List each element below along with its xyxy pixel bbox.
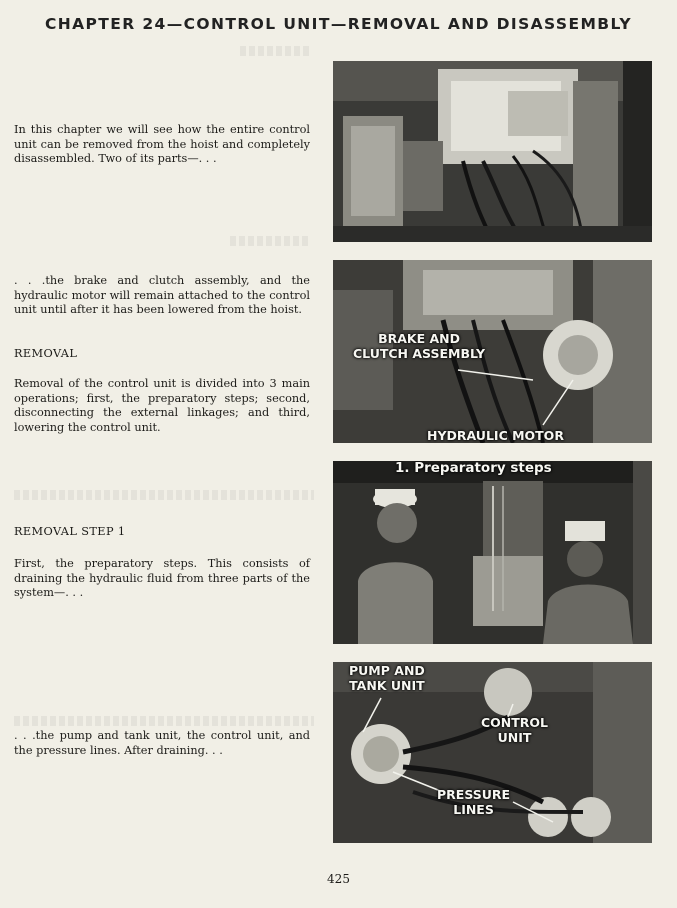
page-title: CHAPTER 24—CONTROL UNIT—REMOVAL AND DISASSEMBLY	[44, 15, 633, 33]
label-brake-clutch-assembly: BRAKE AND CLUTCH ASSEMBLY	[353, 331, 486, 361]
photo-control-unit-image	[333, 61, 652, 242]
photo-draining-parts	[333, 662, 652, 843]
intro-paragraph: In this chapter we will see how the entire control unit can be removed from the hoist and completely disassembled. Two of its parts—. . .	[14, 123, 310, 166]
page-number: 425	[327, 872, 350, 886]
step1-paragraph: First, the preparatory steps. This consists of draining the hydraulic fluid from three parts of the system—. . .	[14, 557, 310, 600]
removal-step1-heading: REMOVAL STEP 1	[14, 525, 126, 538]
photo-control-unit	[333, 61, 652, 242]
photo-preparatory-steps	[333, 461, 652, 644]
removal-heading: REMOVAL	[14, 347, 78, 360]
label-hydraulic-motor: HYDRAULIC MOTOR	[427, 428, 564, 443]
photo-preparatory-steps-image	[333, 461, 652, 644]
label-pressure-lines: PRESSURE LINES	[437, 787, 511, 817]
label-control-unit: CONTROL UNIT	[481, 715, 549, 745]
removal-paragraph: Removal of the control unit is divided into 3 main operations; first, the preparatory steps; second, disconnecting the external linkages; and third, lowering the control unit.	[14, 377, 310, 434]
bleed-through-mark	[230, 236, 310, 246]
brake-clutch-paragraph: . . .the brake and clutch assembly, and the hydraulic motor will remain attached to the control unit until after it has been lowered from the hoist.	[14, 274, 310, 317]
bleed-through-mark	[14, 716, 314, 726]
photo-brake-clutch	[333, 260, 652, 443]
label-pump-and-tank-unit: PUMP AND TANK UNIT	[349, 663, 425, 693]
pump-tank-paragraph: . . .the pump and tank unit, the control unit, and the pressure lines. After draining. . .	[14, 729, 310, 757]
bleed-through-mark	[240, 46, 310, 56]
bleed-through-mark	[14, 490, 314, 500]
caption-preparatory-steps: 1. Preparatory steps	[395, 461, 552, 476]
